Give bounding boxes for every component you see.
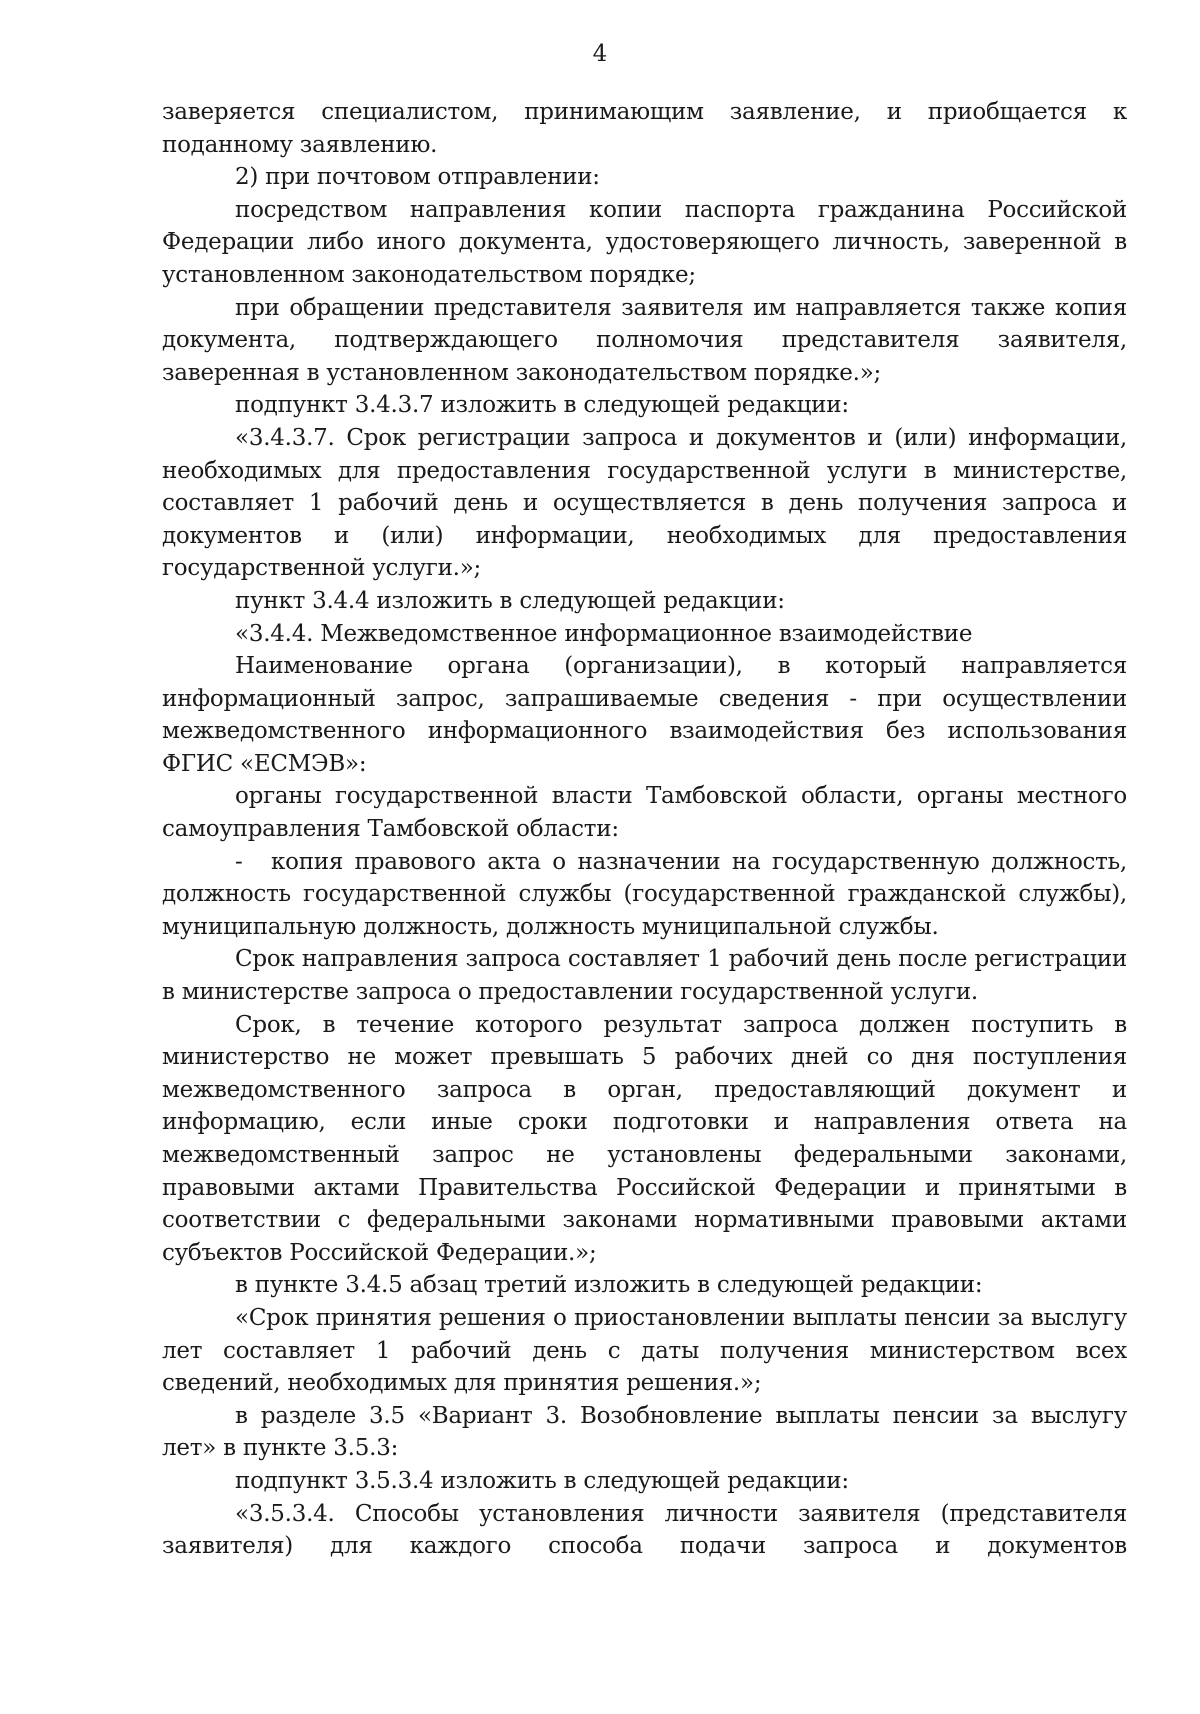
section-heading: «3.4.4. Межведомственное информационное взаимодействие <box>235 620 973 647</box>
paragraph: «Срок принятия решения о приостановлении выплаты пенсии за выслугу лет составляет 1 рабочий день с даты получения министерством всех сведений, необходимых для принятия решения.»; <box>162 1304 1127 1397</box>
paragraph: в пункте 3.4.5 абзац третий изложить в следующей редакции: <box>235 1272 983 1299</box>
paragraph: подпункт 3.4.3.7 изложить в следующей редакции: <box>235 392 849 419</box>
paragraph: 2) при почтовом отправлении: <box>235 164 600 191</box>
paragraph: Срок, в течение которого результат запроса должен поступить в министерство не может превышать 5 рабочих дней со дня поступления межведомственного запроса в орган, предоставляющий документ и информацию, если иные сроки подготовки и направления ответа на межведомственный запрос не установлены федеральными законами, правовыми актами Правительства Российской Федерации и принятыми в соответствии с федеральными законами нормативными правовыми актами субъектов Российской Федерации.»; <box>162 1011 1127 1266</box>
paragraph: Срок направления запроса составляет 1 рабочий день после регистрации в министерстве запроса о предоставлении государственной услуги. <box>162 946 1127 1006</box>
document-body <box>162 96 1127 1563</box>
paragraph: заверяется специалистом, принимающим заявление, и приобщается к поданному заявлению. <box>162 99 1127 158</box>
list-item <box>162 846 1127 944</box>
paragraph: в разделе 3.5 «Вариант 3. Возобновление выплаты пенсии за выслугу лет» в пункте 3.5.3: <box>162 1402 1127 1462</box>
list-item-text: копия правового акта о назначении на государственную должность, должность государственной службы (государственной гражданской службы), муниципальную должность, должность муниципальной службы. <box>162 848 1127 940</box>
paragraph: посредством направления копии паспорта гражданина Российской Федерации либо иного документа, удостоверяющего личность, заверенной в установленном законодательством порядке; <box>162 196 1127 288</box>
paragraph: «3.5.3.4. Способы установления личности заявителя (представителя заявителя) для каждого способа подачи запроса и документов <box>162 1500 1127 1560</box>
paragraph: Наименование органа (организации), в который направляется информационный запрос, запрашиваемые сведения - при осуществлении межведомственного информационного взаимодействия без использования ФГИС «ЕСМЭВ»: <box>162 653 1127 777</box>
paragraph: органы государственной власти Тамбовской области, органы местного самоуправления Тамбовской области: <box>162 783 1127 843</box>
paragraph: «3.4.3.7. Срок регистрации запроса и документов и (или) информации, необходимых для предоставления государственной услуги в министерстве, составляет 1 рабочий день и осуществляется в день получения запроса и документов и (или) информации, необходимых для предоставления государственной услуги.»; <box>162 424 1127 582</box>
list-dash: - <box>235 848 243 875</box>
paragraph: подпункт 3.5.3.4 изложить в следующей редакции: <box>235 1467 849 1494</box>
paragraph: пункт 3.4.4 изложить в следующей редакции: <box>235 587 785 614</box>
paragraph: при обращении представителя заявителя им направляется также копия документа, подтверждающего полномочия представителя заявителя, заверенная в установленном законодательством порядке.»; <box>162 294 1127 386</box>
page-number: 4 <box>592 41 608 67</box>
